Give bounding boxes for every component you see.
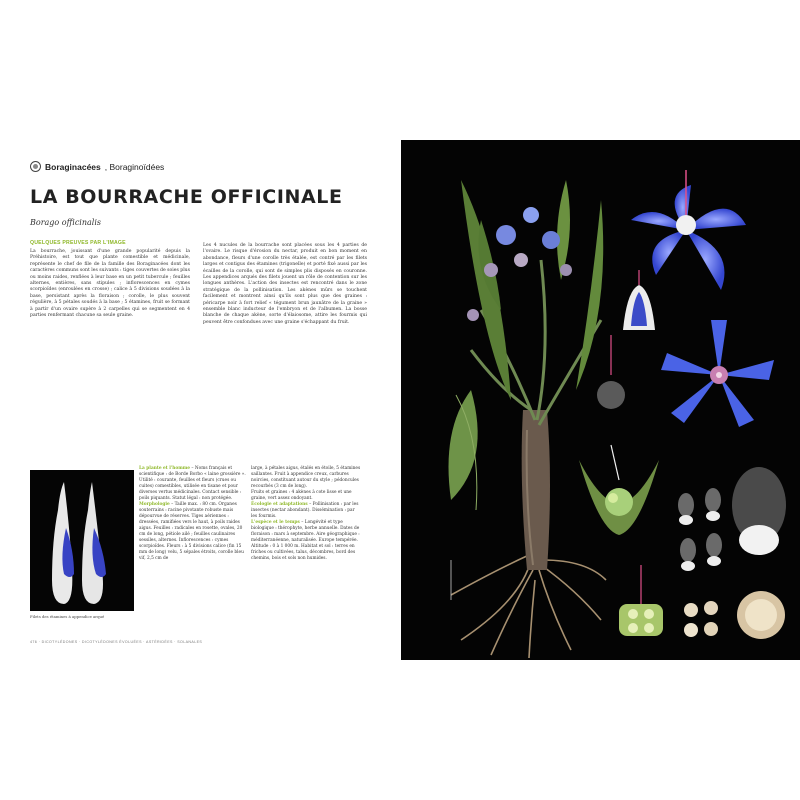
fact-entry: L'espèce et le temps – Longévité et type biologique : thérophyte, herbe annuelle. Dates de floraison : mars à septembre. Aire géographique : méditerranéenne, naturalisée. Europe tempérée. Altitude : 0 à 1 000 m. Habitat et sol : terres en friches ou cultivées, talus, décombres, bord des chemins, bois et sols non humides. — [251, 520, 360, 561]
folio-footer: 476 · DICOTYLÉDONES · DICOTYLÉDONES ÉVOLUÉES · ASTÉRIDÉES · SOLANALES — [30, 640, 203, 644]
facts-column-2 — [251, 466, 361, 562]
fact-entry: Fruits et graines : 4 akènes à cote lisse et une graine, vert assez ondoyant. — [251, 490, 352, 501]
botanical-plate — [401, 140, 800, 660]
fact-entry: Écologie et adaptations – Pollinisation : par les insectes (nectar abondant). Dissémination : par les fourmis. — [251, 502, 359, 519]
section-title: QUELQUES PREUVES PAR L'IMAGE — [30, 240, 126, 246]
fact-entry: La plante et l'homme – Noms français et scientifique : de Borde Borbo « laine grossière ». Utilité : courante, feuilles et fleurs (crues ou cuites) comestibles, utilisée en tisane et pour diverses vertus médicinales. Contact sensible : poils piquants. Statut légal : non protégée. — [139, 466, 246, 501]
page-title: LA BOURRACHE OFFICINALE — [30, 186, 343, 208]
family-order: , Boraginoïdées — [104, 161, 165, 172]
photo-caption: Filets des étamines à appendice arqué — [30, 614, 105, 619]
fact-entry: Morphologie – Taille max. : 80 cm. Organes souterrains : racine pivotante robuste mais dépourvue de réserves. Tiges aériennes : dressées, ramifiées vers le haut, à poils raides aigus. Feuilles : radicales en rosette, ovales, 20 cm de long, pétiole ailé ; feuilles caulinaires sessiles, alternes. Inflorescences : cymes scorpioïdes. Fleurs : à 5 divisions calice (fin 15 mm de long) velu, 5 sépales étroits, corolle bleu vif, 2,5 cm de — [139, 502, 244, 561]
stamen-photo — [30, 470, 134, 611]
latin-name: Borago officinalis — [30, 218, 101, 227]
family-name: Boraginacées — [45, 161, 101, 172]
family-header — [30, 161, 164, 172]
borage-plate-illustration — [401, 140, 800, 660]
fact-entry: large, à pétales aigus, étalés en étoile, 5 étamines saillantes. Fruit à appendice creux, carbures noircies, constituant autour du style ; pédoncules recourbés (3 cm de long). — [251, 466, 361, 489]
stamen-illustration — [30, 470, 134, 611]
facts-column-1 — [139, 466, 247, 562]
body-column-1: La bourrache, jouissant d'une grande popularité depuis la Préhistoire, est tout que plante comestible et médicinale, représente le chef de file de la famille des Boraginacées dont les caractères communs sont les suivants : tiges couvertes de soies plus ou moins raides, renflées à leur base en un petit tubercule ; feuilles alternes, entières, sans stipules ; inflorescences en cymes scorpioïdes (enroulées en crosse) ; calice à 5 divisions soudées à la base, persistant après la floraison ; corolle, le plus souvent régulière, à 5 pétales soudés à la base ; 5 étamines, fruit se formant à partir d'un ovaire supère à 2 carpelles qui se segmentent en 4 parties renfermant chacune sa seule graine. — [30, 249, 190, 319]
family-icon — [30, 161, 41, 172]
body-column-2: Les 4 nucules de la bourrache sont placées sous les 4 parties de l'ovaire. Le risque d'érosion du nectar, produit en bon moment en abondance, fleurs d'une corolle très étalée, est contré par les filets larges et contigus des étamines (trigonelle) et porté fixé aussi par les écailles de la corolle, qui sont de simples plis disposés en couronne. Les appendices arqués des filets jouent un rôle de contention sur les longues anthères. L'action des insectes est rencontré dans le zone stratégique de la pollinisation. Les akènes mûrs se touchent facilement et montrent ainsi qu'ils sont plus que des graines : péricarpe noir à fort relief « tégument brun jaunâtre de la graine » ensemble blanc inducteur de l'embryon et de l'albumen. La bosse blanche de chaque akène, sorte d'élaiosome, attire les fourmis qui peuvent être confondues avec une graine s'échappant du fruit. — [203, 243, 367, 325]
